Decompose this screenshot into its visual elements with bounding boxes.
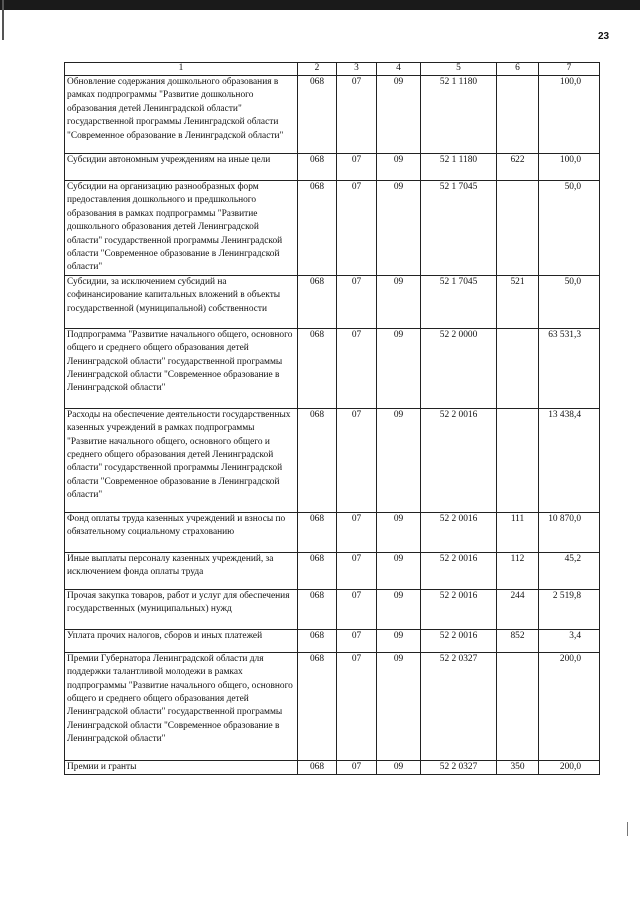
row-name: Обновление содержания дошкольного образования в рамках подпрограммы "Развитие дошкольного образования детей Ленинградской области" государственной программы Ленинградской области "Современное образование в Ленинградской области" — [65, 76, 298, 154]
row-vr — [497, 328, 539, 408]
row-name: Фонд оплаты труда казенных учреждений и взносы по обязательному социальному страхованию — [65, 512, 298, 552]
row-grbs: 068 — [298, 760, 337, 774]
table-row — [65, 408, 600, 512]
column-header-2: 2 — [298, 63, 337, 76]
row-name: Премии и гранты — [65, 760, 298, 774]
row-csr: 52 2 0327 — [421, 652, 497, 760]
row-vr: 622 — [497, 154, 539, 181]
row-pr: 09 — [377, 275, 421, 328]
column-header-1: 1 — [65, 63, 298, 76]
row-name: Уплата прочих налогов, сборов и иных платежей — [65, 629, 298, 652]
row-vr — [497, 181, 539, 276]
row-vr — [497, 652, 539, 760]
page-number: 23 — [598, 31, 610, 42]
row-vr: 350 — [497, 760, 539, 774]
row-sum: 13 438,4 — [539, 408, 600, 512]
row-vr — [497, 76, 539, 154]
row-sum: 63 531,3 — [539, 328, 600, 408]
row-rz: 07 — [337, 181, 377, 276]
row-pr: 09 — [377, 512, 421, 552]
budget-table — [64, 62, 600, 775]
row-grbs: 068 — [298, 76, 337, 154]
table-row — [65, 760, 600, 774]
row-sum: 3,4 — [539, 629, 600, 652]
row-grbs: 068 — [298, 328, 337, 408]
row-vr: 244 — [497, 589, 539, 629]
row-name: Расходы на обеспечение деятельности государственных казенных учреждений в рамках подпрограммы "Развитие начального общего, основного общего и среднего общего образования детей Ленинградской области" государственной программы Ленинградской области "Современное образование в Ленинградской области" — [65, 408, 298, 512]
row-csr: 52 2 0327 — [421, 760, 497, 774]
row-pr: 09 — [377, 328, 421, 408]
row-vr: 852 — [497, 629, 539, 652]
row-sum: 200,0 — [539, 760, 600, 774]
row-grbs: 068 — [298, 589, 337, 629]
header-row — [65, 63, 600, 76]
row-vr: 521 — [497, 275, 539, 328]
row-csr: 52 2 0016 — [421, 552, 497, 589]
row-csr: 52 2 0016 — [421, 629, 497, 652]
row-vr — [497, 408, 539, 512]
row-grbs: 068 — [298, 652, 337, 760]
table-row — [65, 328, 600, 408]
row-pr: 09 — [377, 408, 421, 512]
row-sum: 200,0 — [539, 652, 600, 760]
row-grbs: 068 — [298, 154, 337, 181]
row-rz: 07 — [337, 275, 377, 328]
table-row — [65, 275, 600, 328]
table-row — [65, 629, 600, 652]
row-pr: 09 — [377, 589, 421, 629]
row-sum: 50,0 — [539, 181, 600, 276]
table-row — [65, 512, 600, 552]
row-sum: 2 519,8 — [539, 589, 600, 629]
column-header-6: 6 — [497, 63, 539, 76]
row-pr: 09 — [377, 154, 421, 181]
row-sum: 100,0 — [539, 154, 600, 181]
row-pr: 09 — [377, 760, 421, 774]
column-header-4: 4 — [377, 63, 421, 76]
row-sum: 100,0 — [539, 76, 600, 154]
row-rz: 07 — [337, 512, 377, 552]
table-row — [65, 552, 600, 589]
scan-left-mark — [2, 0, 4, 40]
table-row — [65, 589, 600, 629]
row-name: Субсидии, за исключением субсидий на софинансирование капитальных вложений в объекты государственной (муниципальной) собственности — [65, 275, 298, 328]
row-rz: 07 — [337, 760, 377, 774]
row-sum: 45,2 — [539, 552, 600, 589]
row-pr: 09 — [377, 629, 421, 652]
table-row — [65, 76, 600, 154]
row-csr: 52 1 7045 — [421, 275, 497, 328]
table-row — [65, 652, 600, 760]
row-pr: 09 — [377, 552, 421, 589]
row-rz: 07 — [337, 154, 377, 181]
row-name: Прочая закупка товаров, работ и услуг для обеспечения государственных (муниципальных) нужд — [65, 589, 298, 629]
row-name: Субсидии на организацию разнообразных форм предоставления дошкольного и предшкольного образования в рамках подпрограммы "Развитие дошкольного образования детей Ленинградской области" государственной программы Ленинградской области "Современное образование в Ленинградской области" — [65, 181, 298, 276]
row-csr: 52 2 0016 — [421, 589, 497, 629]
row-vr: 112 — [497, 552, 539, 589]
row-grbs: 068 — [298, 512, 337, 552]
row-csr: 52 1 1180 — [421, 76, 497, 154]
row-csr: 52 2 0000 — [421, 328, 497, 408]
row-rz: 07 — [337, 76, 377, 154]
row-sum: 10 870,0 — [539, 512, 600, 552]
row-grbs: 068 — [298, 408, 337, 512]
scan-right-mark — [627, 822, 628, 836]
row-rz: 07 — [337, 552, 377, 589]
row-vr: 111 — [497, 512, 539, 552]
row-pr: 09 — [377, 652, 421, 760]
row-rz: 07 — [337, 629, 377, 652]
row-csr: 52 2 0016 — [421, 512, 497, 552]
column-header-3: 3 — [337, 63, 377, 76]
row-rz: 07 — [337, 652, 377, 760]
table-row — [65, 154, 600, 181]
row-name: Премии Губернатора Ленинградской области для поддержки талантливой молодежи в рамках подпрограммы "Развитие начального общего, основного общего и среднего общего образования детей Ленинградской области" государственной программы Ленинградской области "Современное образование в Ленинградской области" — [65, 652, 298, 760]
column-header-7: 7 — [539, 63, 600, 76]
row-grbs: 068 — [298, 181, 337, 276]
row-grbs: 068 — [298, 275, 337, 328]
row-rz: 07 — [337, 589, 377, 629]
scan-top-edge — [0, 0, 640, 10]
row-grbs: 068 — [298, 629, 337, 652]
row-name: Подпрограмма "Развитие начального общего, основного общего и среднего общего образования детей Ленинградской области" государственной программы Ленинградской области "Современное образование в Ленинградской области" — [65, 328, 298, 408]
row-csr: 52 1 7045 — [421, 181, 497, 276]
row-csr: 52 1 1180 — [421, 154, 497, 181]
row-sum: 50,0 — [539, 275, 600, 328]
column-header-5: 5 — [421, 63, 497, 76]
row-csr: 52 2 0016 — [421, 408, 497, 512]
row-name: Субсидии автономным учреждениям на иные цели — [65, 154, 298, 181]
row-pr: 09 — [377, 76, 421, 154]
table-row — [65, 181, 600, 276]
row-rz: 07 — [337, 408, 377, 512]
row-grbs: 068 — [298, 552, 337, 589]
row-rz: 07 — [337, 328, 377, 408]
row-pr: 09 — [377, 181, 421, 276]
row-name: Иные выплаты персоналу казенных учреждений, за исключением фонда оплаты труда — [65, 552, 298, 589]
